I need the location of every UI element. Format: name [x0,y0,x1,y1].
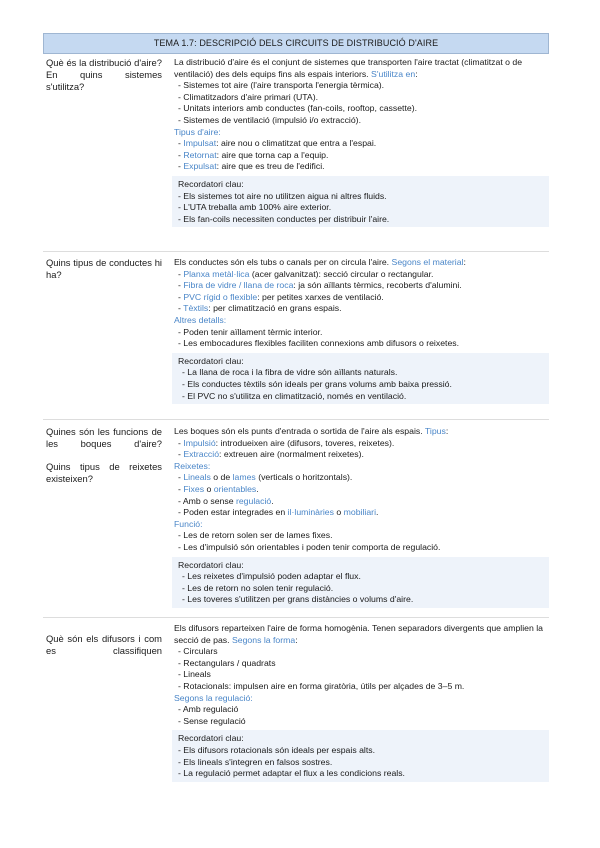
list-item: - Tèxtils: per climatització en grans espais. [178,303,342,314]
list-item: - Climatitzadors d'aire primari (UTA). [178,91,319,102]
answer-intro: La distribució d'aire és el conjunt de sistemes que transporten l'aire tractat (climatitzat o de ventilació) des dels equips fins als espais interiors. S'utilitza en: [174,57,523,79]
document-page [43,33,549,790]
list-item: - Els conductes tèxtils són ideals per grans volums amb baixa pressió. [182,378,452,389]
subheading: Funció: [174,518,203,529]
answer-intro: Els conductes són els tubs o canals per on circula l'aire. Segons el material: [174,257,466,267]
question-column [43,420,166,617]
key-reminder-box [172,176,549,227]
key-reminder-box [172,730,549,781]
list-item: - Les embocadures flexibles faciliten connexions amb difusors o reixetes. [178,338,460,349]
list-item: - Les reixetes d'impulsió poden adaptar el flux. [182,571,361,582]
answer-column [166,252,549,419]
list-item: - El PVC no s'utilitza en climatització, només en ventilació. [182,390,407,401]
list-item: - Unitats interiors amb conductes (fan-coils, rooftop, cassette). [178,103,418,114]
list-item: - Els fan-coils necessiten conductes per distribuir l'aire. [178,213,390,224]
section-diffusers [43,618,549,790]
list-item: - Circulars [178,646,218,657]
section-duct-types [43,252,549,420]
key-reminder-title: Recordatori clau: [178,733,244,744]
list-item: - Amb regulació [178,704,239,715]
question-column [43,618,166,790]
key-reminder-title: Recordatori clau: [178,178,244,189]
list-item: - Sistemes tot aire (l'aire transporta l'energia tèrmica). [178,80,385,91]
list-item: - Les de retorn solen ser de lames fixes. [178,530,333,541]
list-item: - La regulació permet adaptar el flux a les condicions reals. [178,768,405,779]
question: En quins sistemes s'utilitza? [46,69,162,92]
list-item: - Amb o sense regulació. [178,495,274,506]
subheading: Segons la regulació: [174,692,253,703]
list-item: - Extracció: extreuen aire (normalment reixetes). [178,449,364,460]
question: Quins tipus de conductes hi ha? [46,257,162,280]
list-item: - Rotacionals: impulsen aire en forma giratòria, útils per alçades de 3–5 m. [178,680,465,691]
list-item: - Sense regulació [178,715,246,726]
list-item: - Sistemes de ventilació (impulsió i/o extracció). [178,114,361,125]
list-item: - Les toveres s'utilitzen per grans distàncies o volums d'aire. [182,594,414,605]
answer-intro: Els difusors reparteixen l'aire de forma homogènia. Tenen separadors divergents que amplien la secció de pas. Segons la forma: [174,623,543,645]
key-reminder-title: Recordatori clau: [178,355,244,366]
section-air-distribution [43,54,549,252]
list-item: - Rectangulars / quadrats [178,657,276,668]
question-column [43,54,166,251]
section-air-outlets [43,420,549,618]
question: Quins tipus de reixetes existeixen? [46,461,162,484]
question: Quines són les funcions de les boques d'aire? [46,426,162,449]
page-title: TEMA 1.7: DESCRIPCIÓ DELS CIRCUITS DE DISTRIBUCIÓ D'AIRE [43,33,549,54]
answer-column [166,618,549,790]
list-item: - Planxa metàl·lica (acer galvanitzat): secció circular o rectangular. [178,268,434,279]
list-item: - Retornat: aire que torna cap a l'equip. [178,149,329,160]
list-item: - Impulsat: aire nou o climatitzat que entra a l'espai. [178,138,377,149]
list-item: - PVC rígid o flexible: per petites xarxes de ventilació. [178,291,384,302]
subheading: Reixetes: [174,460,211,471]
answer-column [166,54,549,251]
list-item: - Poden estar integrades en il·luminàries o mobiliari. [178,507,379,518]
subheading: Altres detalls: [174,314,227,325]
list-item: - Els sistemes tot aire no utilitzen aigua ni altres fluids. [178,190,387,201]
question: Què són els difusors i com es classifiquen [46,633,162,656]
key-reminder-box [172,557,549,608]
list-item: - Lineals o de lames (verticals o horitzontals). [178,472,353,483]
answer-column [166,420,549,617]
list-item: - Fixes o orientables. [178,483,259,494]
subheading: Tipus d'aire: [174,126,221,137]
list-item: - Expulsat: aire que es treu de l'edifici. [178,161,325,172]
list-item: - La llana de roca i la fibra de vidre són aïllants naturals. [182,367,398,378]
list-item: - Lineals [178,669,211,680]
list-item: - Els lineals s'integren en falsos sostres. [178,756,333,767]
list-item: - Les d'impulsió són orientables i poden tenir comporta de regulació. [178,541,441,552]
question-column [43,252,166,419]
key-reminder-title: Recordatori clau: [178,559,244,570]
answer-intro: Les boques són els punts d'entrada o sortida de l'aire als espais. Tipus: [174,426,449,436]
key-reminder-box [172,353,549,404]
list-item: - L'UTA treballa amb 100% aire exterior. [178,202,332,213]
list-item: - Impulsió: introdueixen aire (difusors, toveres, reixetes). [178,437,395,448]
list-item: - Poden tenir aïllament tèrmic interior. [178,326,323,337]
question: Què és la distribució d'aire? [46,57,162,68]
list-item: - Els difusors rotacionals són ideals per espais alts. [178,744,376,755]
list-item: - Les de retorn no solen tenir regulació. [182,582,334,593]
list-item: - Fibra de vidre / llana de roca: ja són aïllants tèrmics, recoberts d'alumini. [178,280,462,291]
